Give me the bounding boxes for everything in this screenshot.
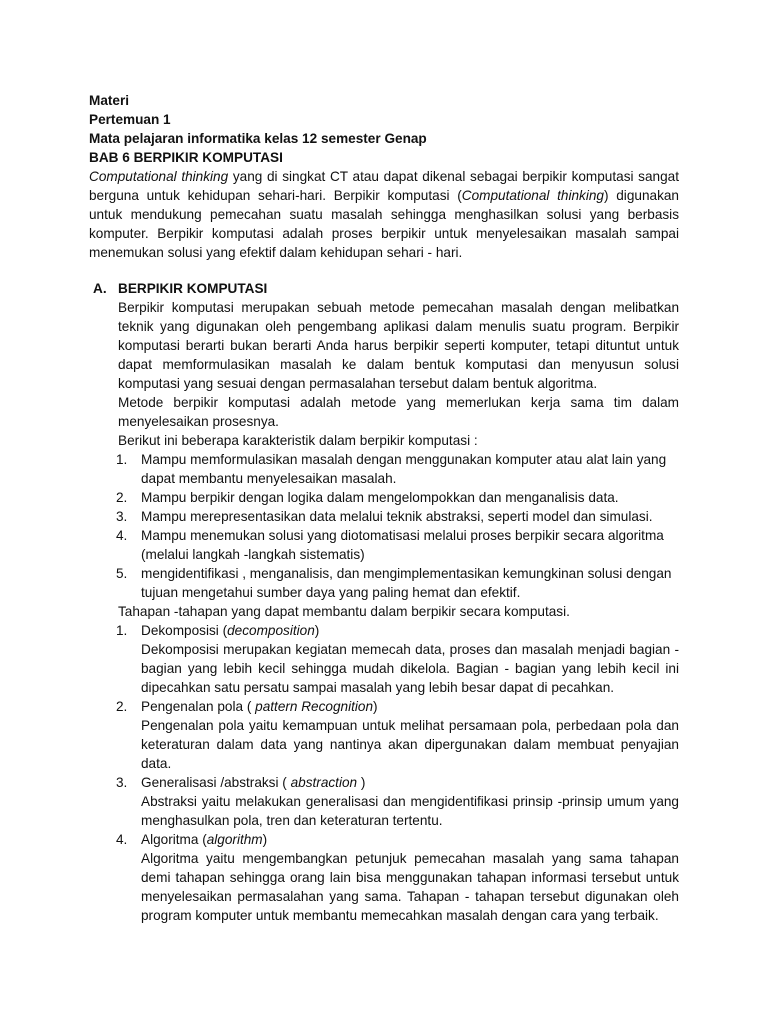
step-description: Abstraksi yaitu melakukan generalisasi dan mengidentifikasi prinsip -prinsip umum yang menghasulkan pola, tren dan keteraturan tertentu. xyxy=(141,794,679,828)
step-item xyxy=(118,697,679,773)
step-title: Generalisasi /abstraksi ( xyxy=(141,775,291,790)
step-item xyxy=(118,621,679,697)
step-title-end: ) xyxy=(314,623,320,638)
header-subject: Mata pelajaran informatika kelas 12 semester Genap xyxy=(89,131,427,146)
step-item xyxy=(118,830,679,925)
step-item xyxy=(118,773,679,830)
step-number: 3. xyxy=(116,775,128,790)
step-number: 2. xyxy=(116,699,128,714)
list-item xyxy=(118,564,679,602)
section-a-paragraph-4: Tahapan -tahapan yang dapat membantu dalam berpikir secara komputasi. xyxy=(118,604,570,619)
steps-list xyxy=(118,621,679,925)
section-a-title: BERPIKIR KOMPUTASI xyxy=(118,281,268,296)
intro-em-2: Computational thinking xyxy=(461,188,604,203)
section-a-label: A. xyxy=(93,281,107,296)
chapter-title: BAB 6 BERPIKIR KOMPUTASI xyxy=(89,150,283,165)
list-item-number: 1. xyxy=(116,452,128,467)
list-item-text: Mampu menemukan solusi yang diotomatisasi melalui proses berpikir secara algoritma (melalui langkah -langkah sistematis) xyxy=(141,528,664,562)
list-item xyxy=(118,488,679,507)
spacer xyxy=(89,262,679,279)
step-title-end: ) xyxy=(357,775,366,790)
section-a xyxy=(89,279,679,925)
intro-paragraph xyxy=(89,167,679,262)
header-pertemuan: Pertemuan 1 xyxy=(89,112,171,127)
section-a-paragraph-1: Berpikir komputasi merupakan sebuah metode pemecahan masalah dengan melibatkan teknik yang digunakan oleh pengembang aplikasi dalam menulis suatu program. Berpikir komputasi berarti bukan berarti Anda harus berpikir seperti komputer, tetapi dituntut untuk dapat memformulasikan masalah ke dalam bentuk komputasi dan menyusun solusi komputasi yang sesuai dengan permasalahan tersebut dalam bentuk algoritma. xyxy=(118,300,679,391)
step-title: Algoritma ( xyxy=(141,832,207,847)
characteristics-list xyxy=(118,450,679,602)
list-item-number: 4. xyxy=(116,528,128,543)
step-description: Pengenalan pola yaitu kemampuan untuk melihat persamaan pola, perbedaan pola dan keteraturan dalam data yang nantinya akan dipergunakan dalam membuat penyajian data. xyxy=(141,718,679,771)
list-item-number: 3. xyxy=(116,509,128,524)
step-title-em: decomposition xyxy=(227,623,315,638)
step-number: 4. xyxy=(116,832,128,847)
list-item-number: 5. xyxy=(116,566,128,581)
step-title: Dekomposisi ( xyxy=(141,623,228,638)
intro-text-1: yang di singkat CT atau dapat dikenal sebagai berpikir komputasi sangat berguna untuk kehidupan sehari-hari. Berpikir komputasi ( xyxy=(89,169,680,203)
step-title-em: abstraction xyxy=(290,775,358,790)
step-title-end: ) xyxy=(262,832,268,847)
header-materi: Materi xyxy=(89,93,130,108)
step-description: Algoritma yaitu mengembangkan petunjuk pemecahan masalah yang sama tahapan demi tahapan sehingga orang lain bisa menggunakan tahapan informasi tersebut untuk menyelesaikan permasalahan yang sama. Tahapan - tahapan tersebut digunakan oleh program komputer untuk membantu memecahkan masalah dengan cara yang terbaik. xyxy=(141,851,679,923)
list-item xyxy=(118,526,679,564)
list-item-text: Mampu berpikir dengan logika dalam mengelompokkan dan menganalisis data. xyxy=(141,490,619,505)
list-item-text: Mampu memformulasikan masalah dengan menggunakan komputer atau alat lain yang dapat membantu menyelesaikan masalah. xyxy=(141,452,667,486)
intro-em-1: Computational thinking xyxy=(89,169,229,184)
step-title-end: ) xyxy=(373,699,378,714)
step-title-em: pattern Recognition xyxy=(255,699,374,714)
section-a-paragraph-3: Berikut ini beberapa karakteristik dalam berpikir komputasi : xyxy=(118,433,478,448)
list-item-text: mengidentifikasi , menganalisis, dan mengimplementasikan kemungkinan solusi dengan tujuan mengetahui sumber daya yang paling hemat dan efektif. xyxy=(141,566,672,600)
step-title: Pengenalan pola ( xyxy=(141,699,256,714)
list-item xyxy=(118,507,679,526)
list-item-text: Mampu merepresentasikan data melalui teknik abstraksi, seperti model dan simulasi. xyxy=(141,509,653,524)
intro-text-2: ) digunakan untuk mendukung pemecahan suatu masalah sehingga menghasilkan solusi yang berbasis komputer. Berpikir komputasi adalah proses berpikir untuk menyelesaikan masalah sampai menemukan solusi yang efektif dalam kehidupan sehari - hari. xyxy=(89,188,679,260)
list-item-number: 2. xyxy=(116,490,128,505)
step-title-em: algorithm xyxy=(206,832,263,847)
list-item xyxy=(118,450,679,488)
document-body xyxy=(89,91,679,925)
step-description: Dekomposisi merupakan kegiatan memecah data, proses dan masalah menjadi bagian - bagian yang lebih kecil sehingga mudah dikelola. Bagian - bagian yang lebih kecil ini dipecahkan satu persatu sampai masalah yang lebih besar dapat di pecahkan. xyxy=(141,642,679,695)
section-a-paragraph-2: Metode berpikir komputasi adalah metode yang memerlukan kerja sama tim dalam menyelesaikan prosesnya. xyxy=(118,395,679,429)
step-number: 1. xyxy=(116,623,128,638)
